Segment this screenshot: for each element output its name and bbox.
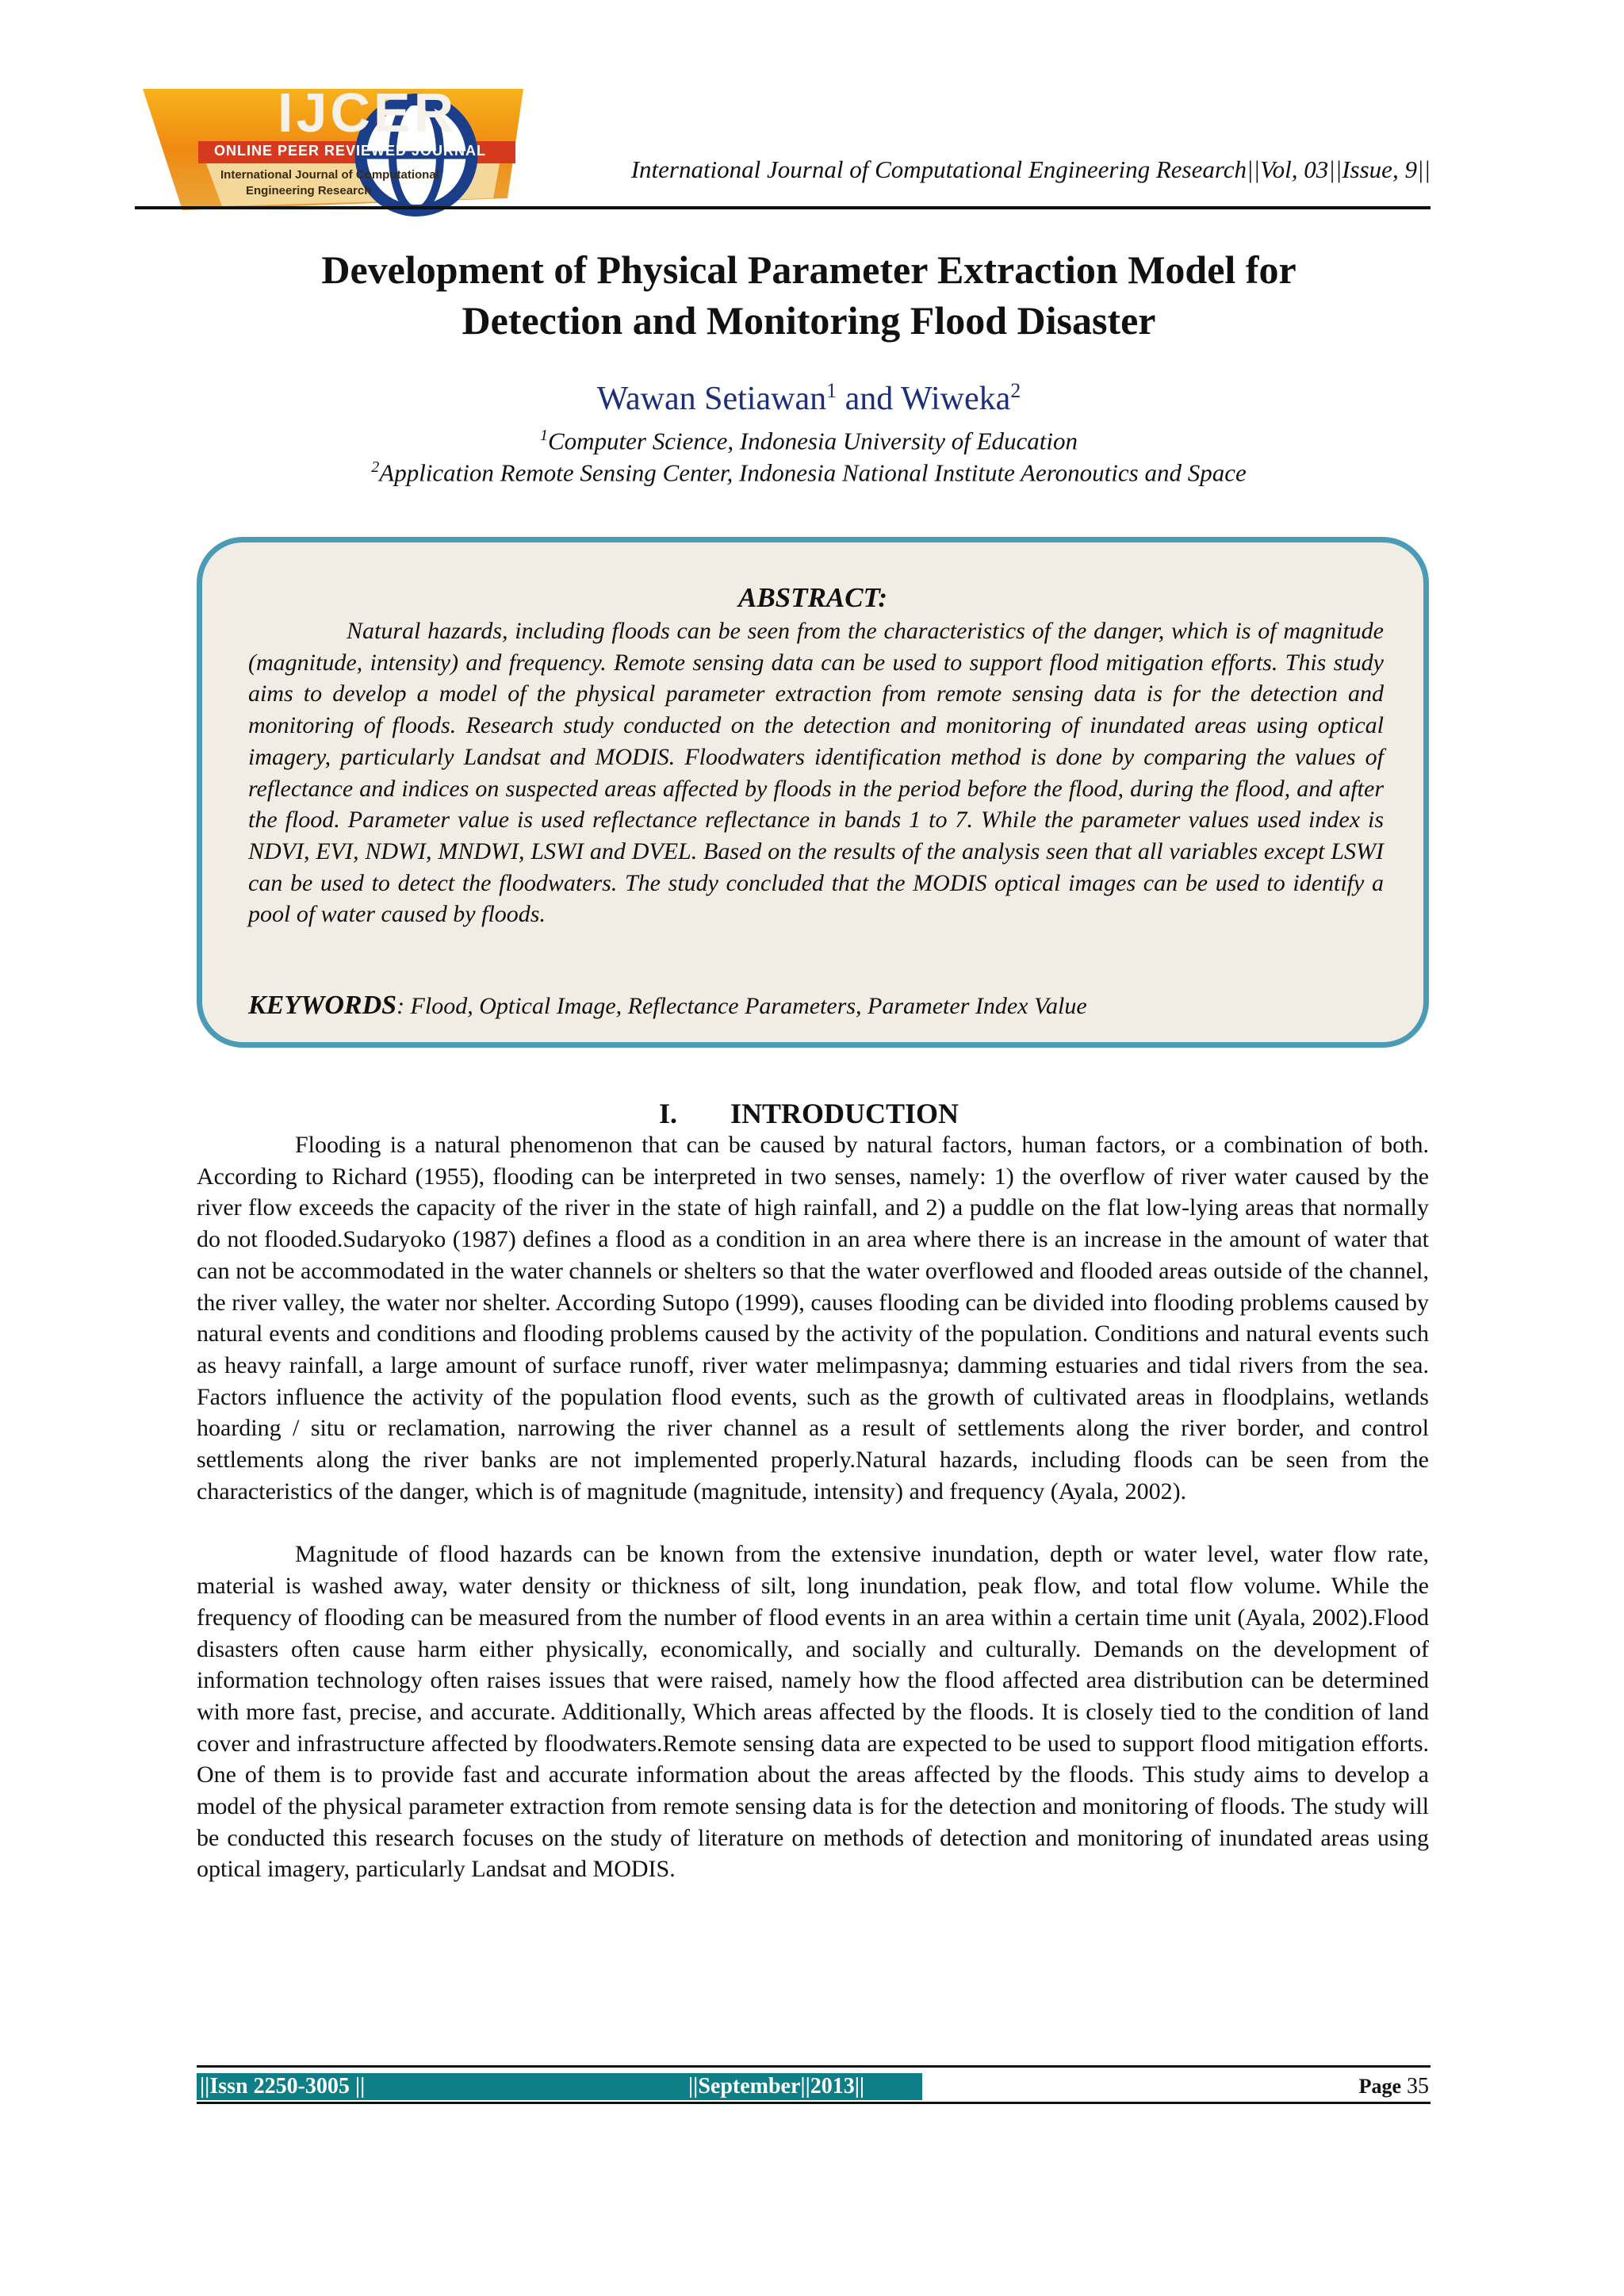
keywords-line: [248, 991, 1384, 1021]
logo-tagline: ONLINE PEER REVIEWED JOURNAL: [214, 143, 487, 159]
affiliation-2-text: Application Remote Sensing Center, Indonesia National Institute Aeronoutics and Space: [379, 458, 1247, 487]
footer-top-rule: [197, 2065, 1431, 2068]
section-title: INTRODUCTION: [730, 1098, 959, 1129]
footer-date: ||September||2013||: [688, 2074, 865, 2099]
keywords-label: KEYWORDS: [248, 991, 397, 1020]
footer-issn: ||Issn 2250-3005 ||: [200, 2074, 366, 2099]
logo-journal-line1: International Journal of Computational: [220, 168, 439, 182]
footer-page-number: [1359, 2072, 1429, 2102]
author-1-affil-marker: 1: [826, 379, 837, 402]
introduction-body: [197, 1129, 1429, 1885]
affiliation-1-text: Computer Science, Indonesia University of Education: [547, 427, 1078, 455]
title-line-1: Development of Physical Parameter Extraction Model for: [321, 247, 1297, 292]
author-1: Wawan Setiawan: [596, 381, 827, 417]
author-2-affil-marker: 2: [1010, 379, 1021, 402]
header-divider: [135, 206, 1431, 209]
abstract-body: [248, 615, 1384, 930]
affiliation-2: [135, 458, 1483, 487]
running-header: International Journal of Computational Engineering Research||Vol, 03||Issue, 9||: [630, 155, 1431, 183]
introduction-paragraph-2: Magnitude of flood hazards can be known from the extensive inundation, depth or water level, water flow rate, material is washed away, water density or thickness of silt, long inundation, peak flow, and total flow volume. While the frequency of flooding can be measured from the number of flood events in an area within a certain time unit (Ayala, 2002).Flood disasters often cause harm either physically, economically, and socially and culturally. Demands on the development of information technology often raises issues that were raised, namely how the flood affected area distribution can be determined with more fast, precise, and accurate. Additionally, Which areas affected by the floods. It is closely tied to the condition of land cover and infrastructure affected by floodwaters.Remote sensing data are expected to be used to support flood mitigation efforts. One of them is to provide fast and accurate information about the areas affected by the floods. This study aims to develop a model of the physical parameter extraction from remote sensing data is for the detection and monitoring of floods. The study will be conducted this research focuses on the study of literature on methods of detection and monitoring of inundated areas using optical imagery, particularly Landsat and MODIS.: [197, 1541, 1429, 1883]
affiliation-1-marker: 1: [539, 427, 548, 444]
page-number: 35: [1407, 2074, 1429, 2099]
footer-bottom-rule: [197, 2102, 1431, 2104]
section-number: I.: [658, 1098, 677, 1129]
introduction-paragraph-1: Flooding is a natural phenomenon that can be caused by natural factors, human factors, or a combination of both. According to Richard (1955), flooding can be interpreted in two senses, namely: 1) the overflow of river water caused by the river flow exceeds the capacity of the river in the state of high rainfall, and 2) a puddle on the flat low-lying areas that normally do not flooded.Sudaryoko (1987) defines a flood as a condition in an area where there is an increase in the amount of water that can not be accommodated in the water channels or shelters so that the water overflowed and flooded areas outside of the channel, the river valley, the water nor shelter. According Sutopo (1999), causes flooding can be divided into flooding problems caused by natural events and conditions and flooding problems caused by the activity of the population. Conditions and natural events such as heavy rainfall, a large amount of surface runoff, river water melimpasnya; damming estuaries and tidal rivers from the sea. Factors influence the activity of the population flood events, such as the growth of cultivated areas in floodplains, wetlands hoarding / situ or reclamation, narrowing the river channel as a result of settlements along the river border, and control settlements along the river banks are not implemented properly.Natural hazards, including floods can be seen from the characteristics of the danger, which is of magnitude (magnitude, intensity) and frequency (Ayala, 2002).: [197, 1132, 1429, 1504]
abstract-paragraph: Natural hazards, including floods can be seen from the characteristics of the danger, which is of magnitude (magnitude, intensity) and frequency. Remote sensing data can be used to support flood mitigation efforts. This study aims to develop a model of the physical parameter extraction from remote sensing data is for the detection and monitoring of floods. Research study conducted on the detection and monitoring of inundated areas using optical imagery, particularly Landsat and MODIS. Floodwaters identification method is done by comparing the values of reflectance and indices on suspected areas affected by floods in the period before the flood, during the flood, and after the flood. Parameter value is used reflectance reflectance in bands 1 to 7. While the parameter values used index is NDVI, EVI, NDWI, MNDWI, LSWI and DVEL. Based on the results of the analysis seen that all variables except LSWI can be used to detect the floodwaters. The study concluded that the MODIS optical images can be used to identify a pool of water caused by floods.: [248, 618, 1384, 928]
affiliation-1: [135, 427, 1483, 455]
author-conjunction: and: [837, 381, 901, 417]
affiliation-2-marker: 2: [371, 458, 380, 476]
page-label: Page: [1358, 2075, 1401, 2098]
section-heading-introduction: [135, 1097, 1483, 1130]
journal-logo: [135, 79, 539, 218]
paper-title: [135, 244, 1483, 346]
title-line-2: Detection and Monitoring Flood Disaster: [462, 298, 1156, 343]
abstract-heading: ABSTRACT:: [737, 582, 887, 613]
author-list: [135, 379, 1483, 418]
abstract-box: [197, 537, 1429, 1048]
author-2: Wiweka: [901, 381, 1011, 417]
keywords-text: : Flood, Optical Image, Reflectance Parameters, Parameter Index Value: [396, 993, 1087, 1019]
logo-brand-text: IJCER: [278, 82, 458, 144]
logo-journal-line2: Engineering Research: [246, 184, 372, 197]
page-footer: [197, 2065, 1431, 2103]
